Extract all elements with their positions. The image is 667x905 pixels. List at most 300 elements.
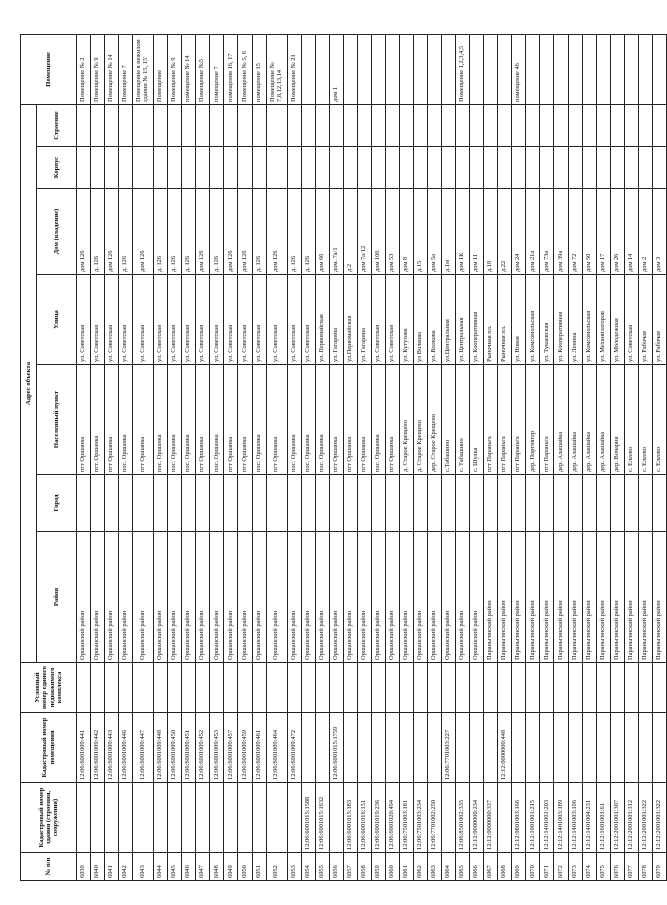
structure-cell [301,104,315,146]
locality-cell: пгт Параньга [512,365,526,475]
corpus-cell [77,147,91,189]
cad-premise-cell [610,713,624,783]
district-cell: Оршанский район [91,532,105,663]
conditional-number-cell [638,663,652,713]
premise-cell: Помещение № 2 [77,34,91,104]
house-cell: дом 21а [526,189,540,275]
district-cell: Параньгинский район [498,532,512,663]
row-number-cell: 6054 [301,853,315,881]
table-row [210,34,224,880]
street-cell: ул. Советская [301,275,315,365]
district-cell: Оршанский район [357,532,371,663]
cad-premise-cell [343,713,357,783]
cad-building-cell: 12:06:6001019:236 [371,783,385,853]
street-cell: ул. Советская [119,275,133,365]
city-cell [301,475,315,532]
city-cell [210,475,224,532]
cad-premise-cell [357,713,371,783]
city-cell [652,475,666,532]
street-cell: ул. Советская [371,275,385,365]
premise-cell [568,34,582,104]
premise-cell [540,34,554,104]
table-row [385,34,399,880]
premise-cell [442,34,456,104]
structure-cell [252,104,266,146]
row-number-cell: 6067 [484,853,498,881]
conditional-number-cell [119,663,133,713]
premise-cell [343,34,357,104]
premise-cell [428,34,442,104]
district-cell: Оршанский район [470,532,484,663]
house-cell: д. 126 [91,189,105,275]
house-cell: д. 126 [252,189,266,275]
city-cell [343,475,357,532]
structure-cell [154,104,168,146]
premise-cell: Помещение 7 [119,34,133,104]
house-cell: дом 1К [456,189,470,275]
district-cell: Оршанский район [343,532,357,663]
table-row [315,34,329,880]
cad-building-cell [105,783,119,853]
district-cell: Оршанский район [287,532,301,663]
conditional-number-cell [301,663,315,713]
district-cell: Оршанский район [315,532,329,663]
cad-building-cell [266,783,287,853]
table-row [526,34,540,880]
cad-building-cell: 12:12:1401003:196 [568,783,582,853]
street-cell: ул. Советская [624,275,638,365]
structure-cell [568,104,582,146]
table-row [413,34,427,880]
locality-cell: пгт Оршанка [343,365,357,475]
structure-cell [315,104,329,146]
cad-building-cell [238,783,252,853]
house-cell: дом 72 [568,189,582,275]
street-cell: ул. Советская [238,275,252,365]
city-cell [105,475,119,532]
conditional-number-cell [343,663,357,713]
cad-building-cell [182,783,196,853]
house-cell: дом 126 [238,189,252,275]
cad-building-cell [77,783,91,853]
table-row [596,34,610,880]
row-number-cell: 6075 [596,853,610,881]
row-number-cell: 6064 [442,853,456,881]
street-cell: ул. Советская [210,275,224,365]
row-number-cell: 6055 [315,853,329,881]
city-cell [498,475,512,532]
house-cell: д.18 [484,189,498,275]
header-corpus: Корпус [37,147,77,189]
district-cell: Параньгинский район [554,532,568,663]
cad-building-cell [252,783,266,853]
structure-cell [77,104,91,146]
row-number-cell: 6060 [385,853,399,881]
structure-cell [196,104,210,146]
premise-cell [399,34,413,104]
street-cell: ул. Советская [196,275,210,365]
locality-cell: пос. Оршанка [119,365,133,475]
cad-premise-cell [484,713,498,783]
corpus-cell [315,147,329,189]
district-cell: Оршанский район [385,532,399,663]
premise-cell [638,34,652,104]
city-cell [315,475,329,532]
table-row [582,34,596,880]
house-cell: дом 17 [596,189,610,275]
premise-cell: Помещение [154,34,168,104]
row-number-cell: 6047 [196,853,210,881]
cad-building-cell: 12:06:7501003:181 [399,783,413,853]
table-row [238,34,252,880]
district-cell: Параньгинский район [512,532,526,663]
cad-premise-cell: 12:06:6001009:448 [154,713,168,783]
premise-cell: Помещение № 14 [105,34,119,104]
row-number-cell: 6042 [119,853,133,881]
house-cell: дом 50 [582,189,596,275]
conditional-number-cell [210,663,224,713]
header-city: Город [37,475,77,532]
city-cell [624,475,638,532]
table-row [154,34,168,880]
row-number-cell: 6053 [287,853,301,881]
premise-cell [357,34,371,104]
table-row [399,34,413,880]
cad-building-cell: 12:12:2001001:312 [624,783,638,853]
district-cell: Оршанский район [196,532,210,663]
premise-cell [413,34,427,104]
premise-cell [526,34,540,104]
conditional-number-cell [77,663,91,713]
district-cell: Параньгинский район [624,532,638,663]
district-cell: Параньгинский район [582,532,596,663]
table-row [301,34,315,880]
cad-premise-cell [470,713,484,783]
street-cell: ул. Советская [154,275,168,365]
locality-cell: пос. Оршанка [371,365,385,475]
cad-building-cell [498,783,512,853]
city-cell [119,475,133,532]
row-number-cell: 6058 [357,853,371,881]
house-cell: дом 14 [624,189,638,275]
structure-cell [582,104,596,146]
cad-premise-cell [385,713,399,783]
cad-building-cell: 12:06:6001015:183 [343,783,357,853]
district-cell: Оршанский район [428,532,442,663]
corpus-cell [554,147,568,189]
cad-building-cell: 12:12:1401001:203 [540,783,554,853]
city-cell [287,475,301,532]
city-cell [638,475,652,532]
district-cell: Оршанский район [182,532,196,663]
street-cell: ул. Ленина [568,275,582,365]
street-cell: ул. Советская [252,275,266,365]
corpus-cell [91,147,105,189]
premise-cell: Помещение №5 [196,34,210,104]
conditional-number-cell [568,663,582,713]
house-cell: дом 3 [652,189,666,275]
row-number-cell: 6062 [413,853,427,881]
corpus-cell [252,147,266,189]
district-cell: Параньгинский район [526,532,540,663]
cad-premise-cell: 12:06:7701003:227 [442,713,456,783]
structure-cell [119,104,133,146]
corpus-cell [371,147,385,189]
premise-cell: Помещение № 9 [91,34,105,104]
house-cell: дом 73а [540,189,554,275]
table-row [287,34,301,880]
corpus-cell [196,147,210,189]
conditional-number-cell [442,663,456,713]
row-number-cell: 6077 [624,853,638,881]
locality-cell: пос. Оршанка [182,365,196,475]
locality-cell: пгт Оршанка [238,365,252,475]
corpus-cell [357,147,371,189]
locality-cell: пос. Оршанка [287,365,301,475]
street-cell: ул.Центральная [442,275,456,365]
street-cell: ул Волкова [413,275,427,365]
conditional-number-cell [315,663,329,713]
city-cell [484,475,498,532]
cad-premise-cell [624,713,638,783]
structure-cell [357,104,371,146]
corpus-cell [385,147,399,189]
city-cell [77,475,91,532]
conditional-number-cell [224,663,238,713]
district-cell: Оршанский район [133,532,154,663]
locality-cell: пгт Параньга [498,365,512,475]
city-cell [196,475,210,532]
district-cell: Оршанский район [168,532,182,663]
house-cell: дом 126 [77,189,91,275]
house-cell: д.1м [442,189,456,275]
conditional-number-cell [624,663,638,713]
premise-cell: помещение 7 [210,34,224,104]
house-cell: дом. 7а/1 [329,189,343,275]
cad-building-cell [224,783,238,853]
table-row [442,34,456,880]
street-cell: Рыночная пл. [498,275,512,365]
city-cell [526,475,540,532]
locality-cell: пос. Оршанка [301,365,315,475]
row-number-cell: 6056 [329,853,343,881]
locality-cell: дер. Портнягер [526,365,540,475]
locality-cell: дер. Старое Крещено [428,365,442,475]
cad-building-cell: 12:12:0000000:337 [484,783,498,853]
cad-premise-cell [652,713,666,783]
conditional-number-cell [154,663,168,713]
corpus-cell [224,147,238,189]
street-cell: ул. Советская [385,275,399,365]
street-cell: ул. Советская [133,275,154,365]
house-cell: дом 106 [371,189,385,275]
header-address-group: Адрес объекта [21,104,37,662]
district-cell: Оршанский район [456,532,470,663]
locality-cell: с. Елеево [638,365,652,475]
row-number-cell: 6065 [456,853,470,881]
row-number-cell: 6039 [77,853,91,881]
corpus-cell [399,147,413,189]
cad-premise-cell [413,713,427,783]
cad-premise-cell: 12:06:6001009:447 [133,713,154,783]
district-cell: Оршанский район [413,532,427,663]
premise-cell [554,34,568,104]
street-cell: ул. Советская [77,275,91,365]
conditional-number-cell [385,663,399,713]
conditional-number-cell [484,663,498,713]
city-cell [399,475,413,532]
cad-premise-cell: 12:06:6001009:443 [105,713,119,783]
cad-building-cell [196,783,210,853]
locality-cell: пос. Оршанка [168,365,182,475]
row-number-cell: 6070 [526,853,540,881]
cad-premise-cell: 12:06:6001009:442 [91,713,105,783]
locality-cell: пгт Оршанка [357,365,371,475]
street-cell: ул. Советская [287,275,301,365]
city-cell [540,475,554,532]
house-cell: д.2 [343,189,357,275]
conditional-number-cell [596,663,610,713]
conditional-number-cell [399,663,413,713]
structure-cell [596,104,610,146]
corpus-cell [168,147,182,189]
street-cell: ул. Механизаторов [596,275,610,365]
premise-cell: помещение № 14 [182,34,196,104]
header-street: Улица [37,275,77,365]
conditional-number-cell [196,663,210,713]
street-cell: ул. Гагарина [357,275,371,365]
corpus-cell [105,147,119,189]
row-number-cell: 6068 [498,853,512,881]
row-number-cell: 6049 [224,853,238,881]
street-cell: ул. Первомайская [315,275,329,365]
locality-cell: с. Елеево [624,365,638,475]
table-row [343,34,357,880]
cad-premise-cell: 12:06:6001009:446 [119,713,133,783]
locality-cell: пгт Оршанка [224,365,238,475]
district-cell: Оршанский район [371,532,385,663]
district-cell: Оршанский район [77,532,91,663]
street-cell: ул. Кооперативная [470,275,484,365]
cad-premise-cell [315,713,329,783]
cad-premise-cell [596,713,610,783]
header-cad-premise: Кадастровый номер помещения [21,713,77,783]
conditional-number-cell [610,663,624,713]
corpus-cell [498,147,512,189]
cad-building-cell: 12:12:1401003:189 [554,783,568,853]
cad-premise-cell [582,713,596,783]
table-row [638,34,652,880]
structure-cell [512,104,526,146]
conditional-number-cell [652,663,666,713]
premise-cell: Помещение в нежилом здании № 15, 15' [133,34,154,104]
cad-premise-cell: 12:06:6001009:441 [77,713,91,783]
street-cell: ул. Тукаевская [540,275,554,365]
conditional-number-cell [357,663,371,713]
conditional-number-cell [413,663,427,713]
locality-cell: пгт Параньга [540,365,554,475]
house-cell: д. 126 [301,189,315,275]
cad-premise-cell: 12:06:6001009:457 [224,713,238,783]
structure-cell [638,104,652,146]
conditional-number-cell [266,663,287,713]
locality-cell: дер. Алашайка [582,365,596,475]
conditional-number-cell [91,663,105,713]
cad-premise-cell [638,713,652,783]
row-number-cell: 6072 [554,853,568,881]
city-cell [456,475,470,532]
structure-cell [498,104,512,146]
premise-cell [470,34,484,104]
locality-cell: пос. Оршанка [252,365,266,475]
row-number-cell: 6073 [568,853,582,881]
conditional-number-cell [512,663,526,713]
table-row [182,34,196,880]
table-row [568,34,582,880]
row-number-cell: 6061 [399,853,413,881]
corpus-cell [238,147,252,189]
premise-cell [652,34,666,104]
structure-cell [484,104,498,146]
premise-cell: Помещение № 21 [287,34,301,104]
district-cell: Параньгинский район [568,532,582,663]
street-cell: ул. Молодежная [610,275,624,365]
row-number-cell: 6071 [540,853,554,881]
cad-premise-cell: 12:06:6001009:459 [238,713,252,783]
city-cell [428,475,442,532]
table-row [105,34,119,880]
cad-premise-cell [399,713,413,783]
row-number-cell: 6063 [428,853,442,881]
premise-cell [484,34,498,104]
corpus-cell [582,147,596,189]
district-cell: Оршанский район [154,532,168,663]
table-row [329,34,343,880]
header-structure: Строение [37,104,77,146]
table-header [21,34,77,880]
locality-cell: пгт Оршанка [329,365,343,475]
district-cell: Оршанский район [238,532,252,663]
cad-building-cell: 12:12:2001001:322 [638,783,652,853]
city-cell [224,475,238,532]
locality-cell: пгт Оршанка [196,365,210,475]
street-cell: ул. Кутузова [399,275,413,365]
city-cell [168,475,182,532]
table-row [498,34,512,880]
district-cell: Оршанский район [105,532,119,663]
house-cell: д. 126 [210,189,224,275]
district-cell: Оршанский район [119,532,133,663]
structure-cell [371,104,385,146]
locality-cell: с. Шулка [470,365,484,475]
premise-cell [385,34,399,104]
structure-cell [624,104,638,146]
corpus-cell [638,147,652,189]
locality-cell: пгт Оршанка [77,365,91,475]
district-cell: Оршанский район [210,532,224,663]
conditional-number-cell [540,663,554,713]
table-row [512,34,526,880]
house-cell: д.15 [413,189,427,275]
structure-cell [266,104,287,146]
structure-cell [329,104,343,146]
locality-cell: пос. Оршанка [210,365,224,475]
premise-cell [315,34,329,104]
row-number-cell: 6059 [371,853,385,881]
cad-building-cell [442,783,456,853]
row-number-cell: 6069 [512,853,526,881]
locality-cell: пгт Параньга [484,365,498,475]
